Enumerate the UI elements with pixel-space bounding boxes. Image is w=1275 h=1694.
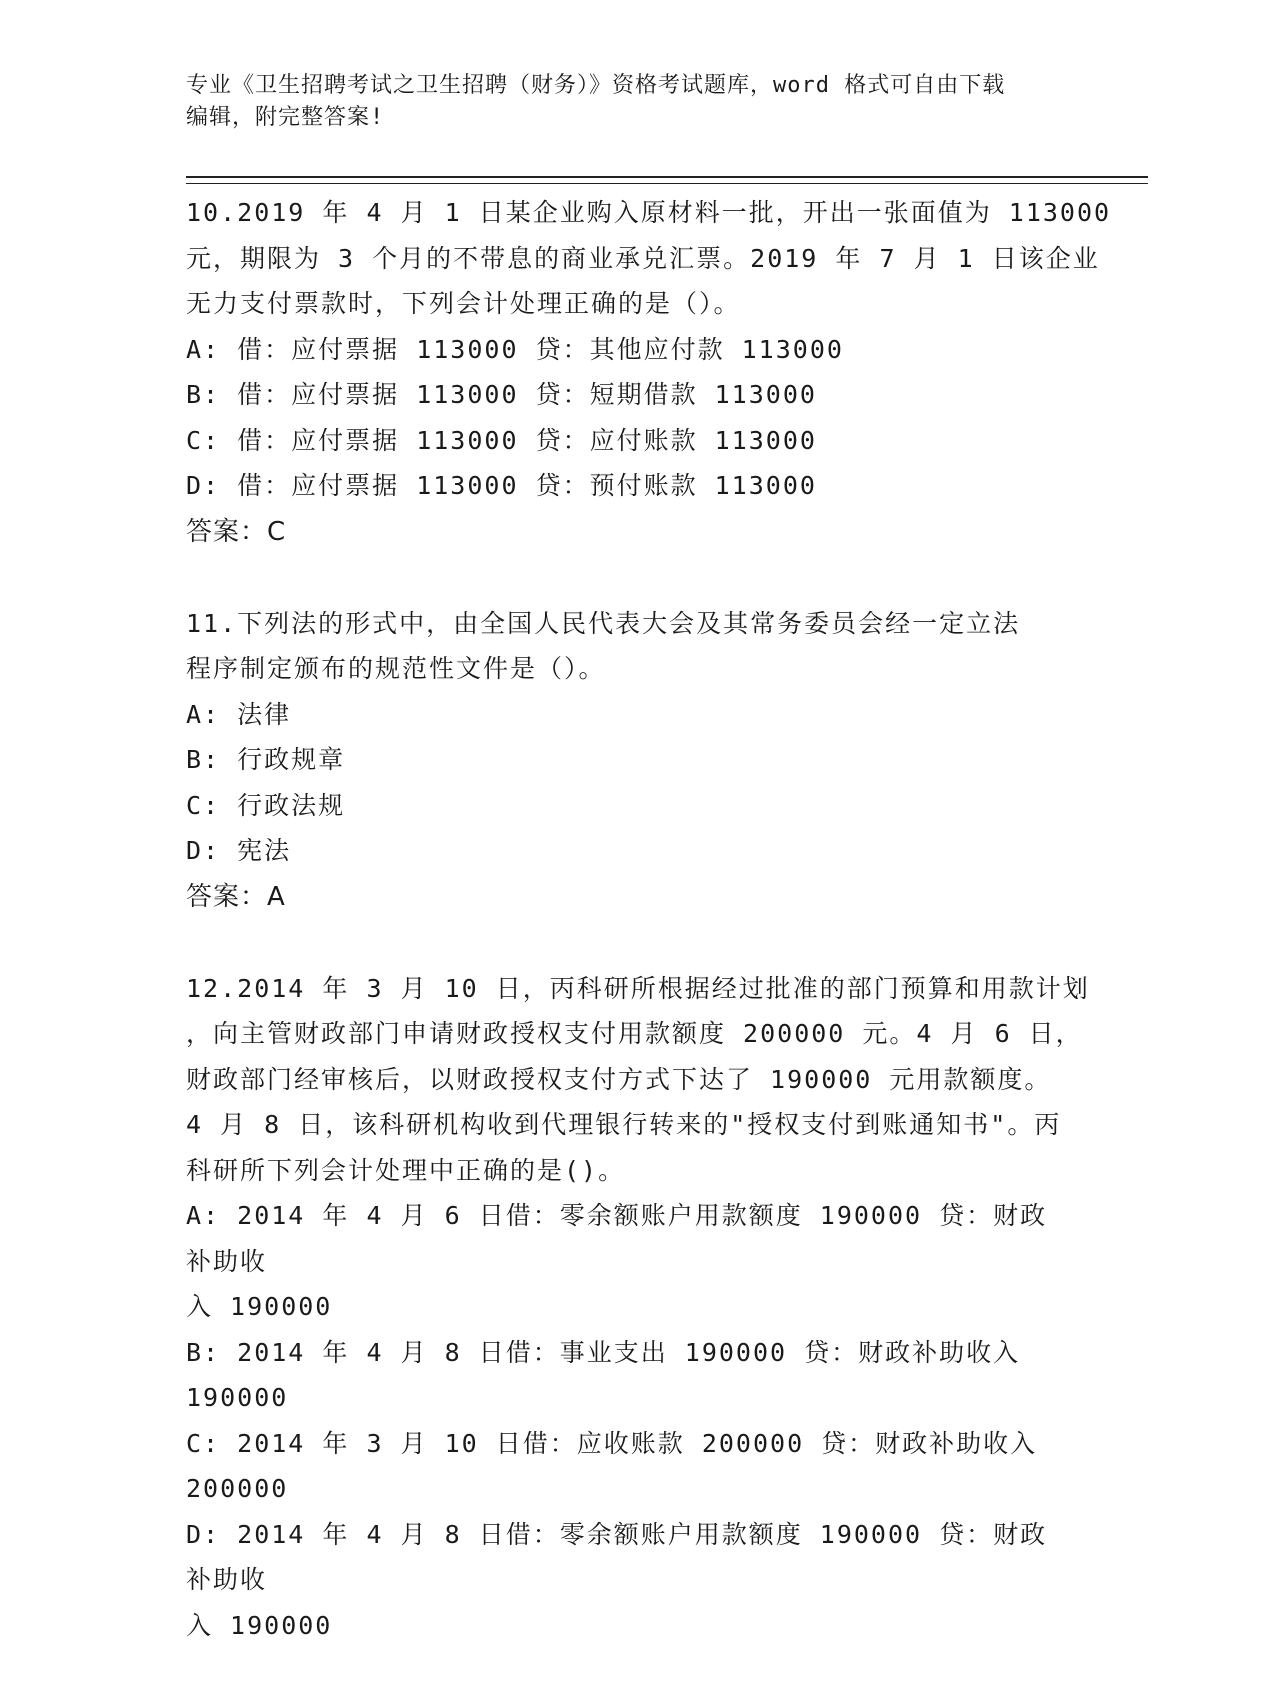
question-block (186, 601, 1066, 920)
answer-option-line: D: 宪法 (186, 836, 292, 865)
question-stem-line: 财政部门经审核后，以财政授权支付方式下达了 190000 元用款额度。 (186, 1064, 1052, 1094)
answer-option (186, 1421, 1066, 1512)
question-stem-line: 元，期限为 3 个月的不带息的商业承兑汇票。2019 年 7 月 1 日该企业 (186, 243, 1100, 273)
answer-option-line: C: 行政法规 (186, 790, 346, 820)
question-stem-line: 10.2019 年 4 月 1 日某企业购入原材料一批，开出一张面值为 113000 (186, 198, 1112, 227)
answer-option (186, 737, 1066, 783)
question-stem-line: ，向主管财政部门申请财政授权支付用款额度 200000 元。4 月 6 日， (186, 1019, 1083, 1048)
answer-option-line: D: 借：应付票据 113000 贷：预付账款 113000 (186, 471, 817, 500)
header-line-2: 编辑，附完整答案! (186, 105, 385, 130)
question-stem-line: 12.2014 年 3 月 10 日，丙科研所根据经过批准的部门预算和用款计划 (186, 973, 1090, 1003)
answer-option (186, 372, 1066, 418)
question-stem-line: 无力支付票款时，下列会计处理正确的是（）。 (186, 289, 741, 318)
answer-option-line: B: 2014 年 4 月 8 日借：事业支出 190000 贷：财政补助收入 190000 (186, 1337, 1021, 1412)
header-line-1: 专业《卫生招聘考试之卫生招聘（财务）》资格考试题库，word 格式可自由下载 (186, 73, 1006, 98)
answer-key: 答案：A (186, 881, 286, 912)
question-block (186, 190, 1112, 555)
answer-option (186, 692, 1066, 738)
question-stem-line: 11.下列法的形式中，由全国人民代表大会及其常务委员会经一定立法 (186, 608, 1021, 638)
question-list (186, 190, 1112, 1694)
answer-option (186, 327, 1066, 373)
answer-option-line: 入 190000 (186, 1292, 333, 1321)
answer-key: 答案：C (186, 516, 287, 547)
question-stem-line: 程序制定颁布的规范性文件是（）。 (186, 654, 606, 683)
header-divider-thin (186, 183, 1148, 184)
answer-option (186, 463, 1066, 509)
answer-option-line: A: 借：应付票据 113000 贷：其他应付款 113000 (186, 334, 844, 364)
question-stem-line: 4 月 8 日，该科研机构收到代理银行转来的"授权支付到账通知书"。丙 (186, 1110, 1062, 1139)
answer-option-line: B: 借：应付票据 113000 贷：短期借款 113000 (186, 380, 817, 409)
answer-option (186, 1193, 1066, 1330)
answer-option-line: D: 2014 年 4 月 8 日借：零余额账户用款额度 190000 贷：财政补助收 (186, 1519, 1048, 1594)
question-stem-line: 科研所下列会计处理中正确的是()。 (186, 1155, 626, 1185)
header-divider-thick (186, 176, 1148, 178)
answer-option (186, 828, 1066, 874)
answer-option-line: A: 法律 (186, 699, 292, 729)
answer-option-line: A: 2014 年 4 月 6 日借：零余额账户用款额度 190000 贷：财政补助收 (186, 1201, 1048, 1276)
answer-option (186, 1512, 1066, 1649)
question-block (186, 966, 1090, 1649)
answer-option (186, 418, 1066, 464)
answer-option-line: C: 2014 年 3 月 10 日借：应收账款 200000 贷：财政补助收入 200000 (186, 1428, 1038, 1503)
answer-option-line: C: 借：应付票据 113000 贷：应付账款 113000 (186, 425, 817, 455)
answer-option-line: 入 190000 (186, 1610, 333, 1640)
answer-option (186, 783, 1066, 829)
document-header (186, 70, 1086, 134)
answer-option-line: B: 行政规章 (186, 745, 346, 774)
answer-option (186, 1330, 1066, 1421)
